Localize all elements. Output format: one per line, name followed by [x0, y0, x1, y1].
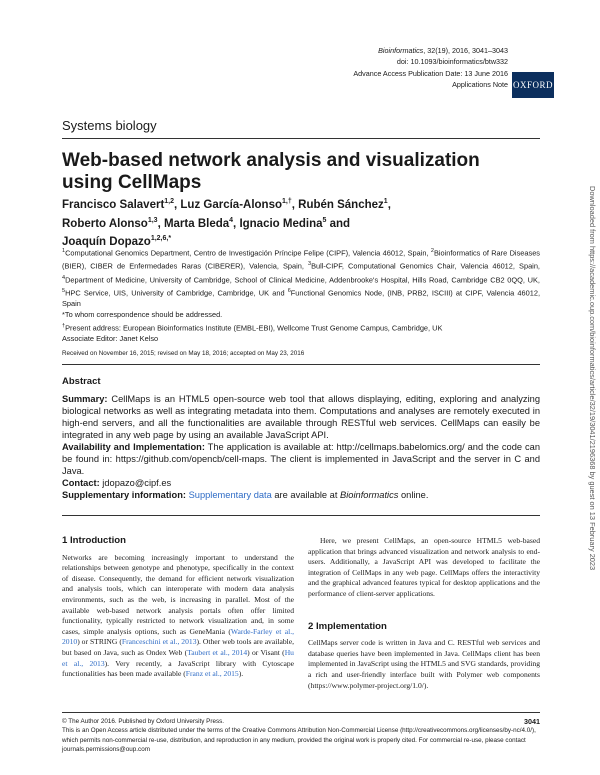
footer-rule [62, 712, 540, 713]
author: Francisco Salavert$^{1,2}$, [62, 198, 181, 211]
author-list [62, 194, 532, 250]
section-rule [62, 138, 540, 139]
implementation-paragraph: CellMaps server code is written in Java and C. RESTful web services and database queries have been implemented in Java. CellMaps client has been implemented in JavaScript using the HTML5 and SVG standards, providing a rich and user-friendly interface built with Polymer web components (https://www.polymer-project.org/1.0/). [308, 638, 540, 690]
implementation-heading: 2 Implementation [308, 620, 387, 632]
author: Joaquín Dopazo$^{1,2,6,*}$ [62, 235, 172, 249]
citation-link[interactable]: Franceschini et al., 2013 [121, 637, 197, 647]
author-notes [62, 310, 540, 345]
abstract-bottom-rule [62, 515, 540, 516]
author: Ignacio Medina$^5$ and [239, 216, 351, 230]
abstract-summary: Summary: CellMaps is an HTML5 open-source web tool that allows displaying, editing, exploring and analyzing biological networks as well as integrating metadata into them. Computations and analyses are remotely executed in high-end servers, and all the functionalities are available through RESTful web services. CellMaps can easily be integrated in any web page by using an available JavaScript API. [62, 394, 540, 440]
author: Roberto Alonso$^{1,3}$, [62, 216, 164, 230]
citation-link[interactable]: Warde-Farley et al., 2010 [62, 626, 294, 647]
associate-editor: Associate Editor: Janet Kelso [62, 334, 159, 344]
abstract-block [62, 376, 540, 501]
right-column [308, 536, 540, 691]
download-watermark: Downloaded from https://academic.oup.com/bioinformatics/article/32/19/3041/2196368 by guest on 13 February 2023 [588, 186, 597, 571]
received-dates: Received on November 16, 2015; revised on May 18, 2016; accepted on May 23, 2016 [62, 350, 305, 357]
article-title: Web-based network analysis and visualization using CellMaps [62, 150, 480, 193]
journal-name: Bioinformatics [378, 46, 424, 55]
left-column [62, 536, 294, 680]
journal-header [353, 45, 508, 91]
license-text: This is an Open Access article distributed under the terms of the Creative Commons Attribution Non-Commercial License (http://creativecommons.org/licenses/by-nc/4.0/), which permits non-commercial re-use, distribution, and reproduction in any medium, provided the original work is properly cited. For commercial re-use, please contact journals.permissions@oup.com [62, 727, 536, 754]
intro-paragraph: Networks are becoming increasingly important to understand the relationships between genotype and phenotype, specifically in the context of disease. Consequently, the demand for efficient network visualization and analysis tools, which can interoperate with modern data analysis environments, such as the web, is increasing in parallel. Most of the available web-based network analysis portals often offer limited functionality, typically restricted to network visualization and, in some cases, simple analysis options, such as GeneMania (Warde-Farley et al., 2010) or STRING (Franceschini et al., 2013). Other web tools are available, but based on Java, such as Ondex Web (Taubert et al., 2014) or Visant (Hu et al., 2013). Very recently, a JavaScript library with Cytoscape functionalities has been made available (Franz et al., 2015). [62, 552, 294, 679]
citation-line [353, 45, 508, 56]
author: Luz García-Alonso$^{1,\dagger}$, [180, 198, 299, 211]
supplementary-link[interactable]: Supplementary data [188, 490, 272, 500]
advance-access-date: Advance Access Publication Date: 13 June 2016 [353, 68, 508, 78]
author: Rubén Sánchez$^1$, [298, 198, 391, 211]
article-type: Applications Note [452, 80, 508, 90]
present-address-note: †Present address: European Bioinformatics Institute (EMBL-EBI), Wellcome Trust Genome Campus, Cambridge, UK [62, 322, 443, 333]
cellmaps-intro-paragraph: Here, we present CellMaps, an open-source HTML5 web-based application that brings advanced visualization and network analysis to end-users. Additionally, a JavaScript API was developed to facilitate the integration of CellMaps in any web page. CellMaps offers the interactivity and the graphical advanced features typical for desktop applications and the performance of client-server applications. [308, 536, 540, 598]
page-number: 3041 [524, 717, 540, 726]
corresponding-note: *To whom correspondence should be addressed. [62, 310, 223, 319]
author: Marta Bleda$^4$, [163, 216, 240, 230]
abstract-availability: Availability and Implementation: The application is available at: http://cellmaps.babelomics.org/ and the code can be found in: https://github.com/opencb/cell-maps. The client is implemented in JavaScript and the server in C and Java. [62, 442, 540, 476]
copyright-line: © The Author 2016. Published by Oxford University Press. [62, 718, 225, 725]
intro-heading: 1 Introduction [62, 535, 126, 546]
citation-link[interactable]: Franz et al., 2015 [185, 669, 239, 679]
oxford-logo: OXFORD [512, 72, 554, 98]
citation-link[interactable]: Hu et al., 2013 [62, 647, 294, 668]
abstract-top-rule [62, 364, 540, 365]
section-label: Systems biology [62, 118, 157, 133]
affiliations: $^1$Computational Genomics Department, Centro de Investigación Príncipe Felipe (CIPF), Valencia 46012, Spain, $^2$Bioinformatics of Rare Diseases (BIER), CIBER de Enfermedades Raras (CIBERER), Valencia, Spain, $^3$Bull-CIPF, Computational Genomics Chair, Valencia 46012, Spain, $^4$Department of Medicine, University of Cambridge, School of Clinical Medicine, Addenbrooke's Hospital, Hills Road, Cambridge CB2 0QQ, UK, $^5$HPC Service, UIS, University of Cambridge, Cambridge, UK and $^6$Functional Genomics Node, (INB, PRB2, ISCIII) at CIPF, Valencia 46012, Spain [62, 248, 541, 309]
volume-pages: , 32(19), 2016, 3041–3043 [423, 46, 508, 55]
copyright-footer [62, 717, 540, 755]
abstract-supplementary: Supplementary information: Supplementary data are available at Bioinformatics online. [62, 490, 429, 500]
abstract-contact: Contact: jdopazo@cipf.es [62, 478, 172, 488]
doi[interactable]: doi: 10.1093/bioinformatics/btw332 [396, 57, 508, 67]
citation-link[interactable]: Taubert et al., 2014 [187, 647, 248, 657]
abstract-heading: Abstract [62, 376, 101, 387]
